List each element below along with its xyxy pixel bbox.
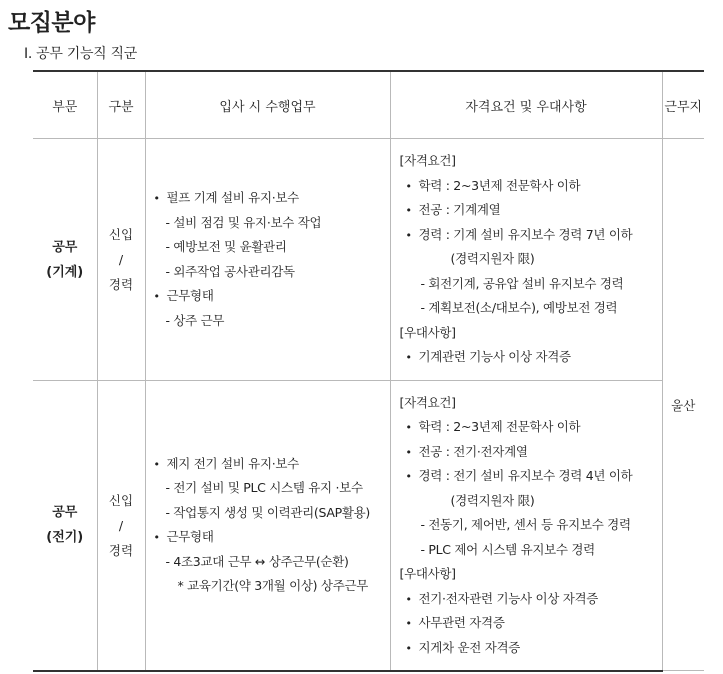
qualification-bullet-item: • 기계관련 기능사 이상 자격증 [391, 345, 662, 370]
qualification-bullet-item: • 전공 : 기계계열 [391, 198, 662, 223]
qualification-sub-item: - 회전기계, 공유압 설비 유지보수 경력 [420, 275, 624, 291]
qualifications-cell [390, 381, 662, 671]
dept-cell [33, 139, 97, 381]
duty-sub-item: * 교육기간(약 3개월 이상) 상주근무 [177, 578, 369, 594]
duty-sub-item: - 4조3교대 근무 ↔ 상주근무(순환) [165, 553, 349, 569]
duty-sub-item: - 설비 점검 및 유지·보수 작업 [165, 214, 322, 230]
qualifications-cell [390, 139, 662, 381]
kind-cell [97, 381, 145, 671]
qualification-bullet-item: • 사무관련 자격증 [391, 611, 662, 636]
duty-bullet-item: • 제지 전기 설비 유지·보수 [146, 452, 390, 477]
duty-bullet-item: • 근무형태 [146, 284, 390, 309]
duty-sub-item: - 작업통지 생성 및 이력관리(SAP활용) [165, 504, 370, 520]
location-cell [662, 139, 704, 671]
qualification-bullet-item: • 학력 : 2~3년제 전문학사 이하 [391, 415, 662, 440]
duty-sub-item: - 전기 설비 및 PLC 시스템 유지 ·보수 [165, 480, 363, 496]
qualification-sub-item: - 계획보전(소/대보수), 예방보전 경력 [420, 300, 618, 316]
duty-sub-item: - 예방보전 및 윤활관리 [165, 239, 287, 254]
qualification-heading: [우대사항] [399, 566, 456, 581]
dept-type: (전기) [46, 530, 84, 546]
header-kind: 구분 [97, 71, 145, 139]
duty-bullet-item: • 근무형태 [146, 525, 390, 550]
recruitment-table [33, 70, 704, 672]
duties-cell [145, 381, 390, 671]
section-subtitle: I. 공무 기능직 직군 [24, 46, 137, 62]
table-header-row [33, 71, 704, 139]
dept-name: 공무 [52, 505, 78, 521]
qualification-note: (경력지원자 限) [450, 251, 535, 267]
header-duties: 입사 시 수행업무 [145, 71, 390, 139]
duty-bullet-item: • 펄프 기계 설비 유지·보수 [146, 186, 390, 211]
qualification-bullet-item: • 경력 : 기계 설비 유지보수 경력 7년 이하 [391, 223, 662, 248]
qualification-bullet-item: • 전공 : 전기·전자계열 [391, 440, 662, 465]
header-dept: 부문 [33, 71, 97, 139]
dept-cell [33, 381, 97, 671]
kind-new: 신입 [108, 227, 134, 242]
qualification-note: (경력지원자 限) [450, 492, 535, 508]
qualification-bullet-item: • 학력 : 2~3년제 전문학사 이하 [391, 174, 662, 199]
qualification-sub-item: - 전동기, 제어반, 센서 등 유지보수 경력 [420, 517, 631, 532]
qualification-heading: [우대사항] [399, 324, 456, 340]
kind-cell [97, 139, 145, 381]
duties-cell [145, 139, 390, 381]
dept-type: (기계) [46, 264, 84, 280]
kind-experienced: 경력 [108, 542, 134, 558]
header-location: 근무지 [662, 71, 704, 139]
dept-name: 공무 [52, 239, 78, 255]
location-value: 울산 [671, 397, 696, 413]
qualification-bullet-item: • 지게차 운전 자격증 [391, 636, 662, 661]
table-row [33, 381, 704, 671]
header-qualifications: 자격요건 및 우대사항 [390, 71, 662, 139]
table-row [33, 139, 704, 381]
duty-sub-item: - 외주작업 공사관리감독 [165, 263, 295, 279]
page-title: 모집분야 [8, 10, 95, 36]
kind-experienced: 경력 [108, 277, 134, 292]
qualification-sub-item: - PLC 제어 시스템 유지보수 경력 [420, 541, 595, 557]
qualification-heading: [자격요건] [399, 153, 456, 169]
qualification-heading: [자격요건] [399, 394, 456, 410]
qualification-bullet-item: • 경력 : 전기 설비 유지보수 경력 4년 이하 [391, 464, 662, 489]
kind-separator: / [118, 517, 124, 533]
qualification-bullet-item: • 전기·전자관련 기능사 이상 자격증 [391, 587, 662, 612]
kind-separator: / [118, 252, 124, 267]
kind-new: 신입 [108, 492, 134, 508]
duty-sub-item: - 상주 근무 [165, 312, 225, 328]
